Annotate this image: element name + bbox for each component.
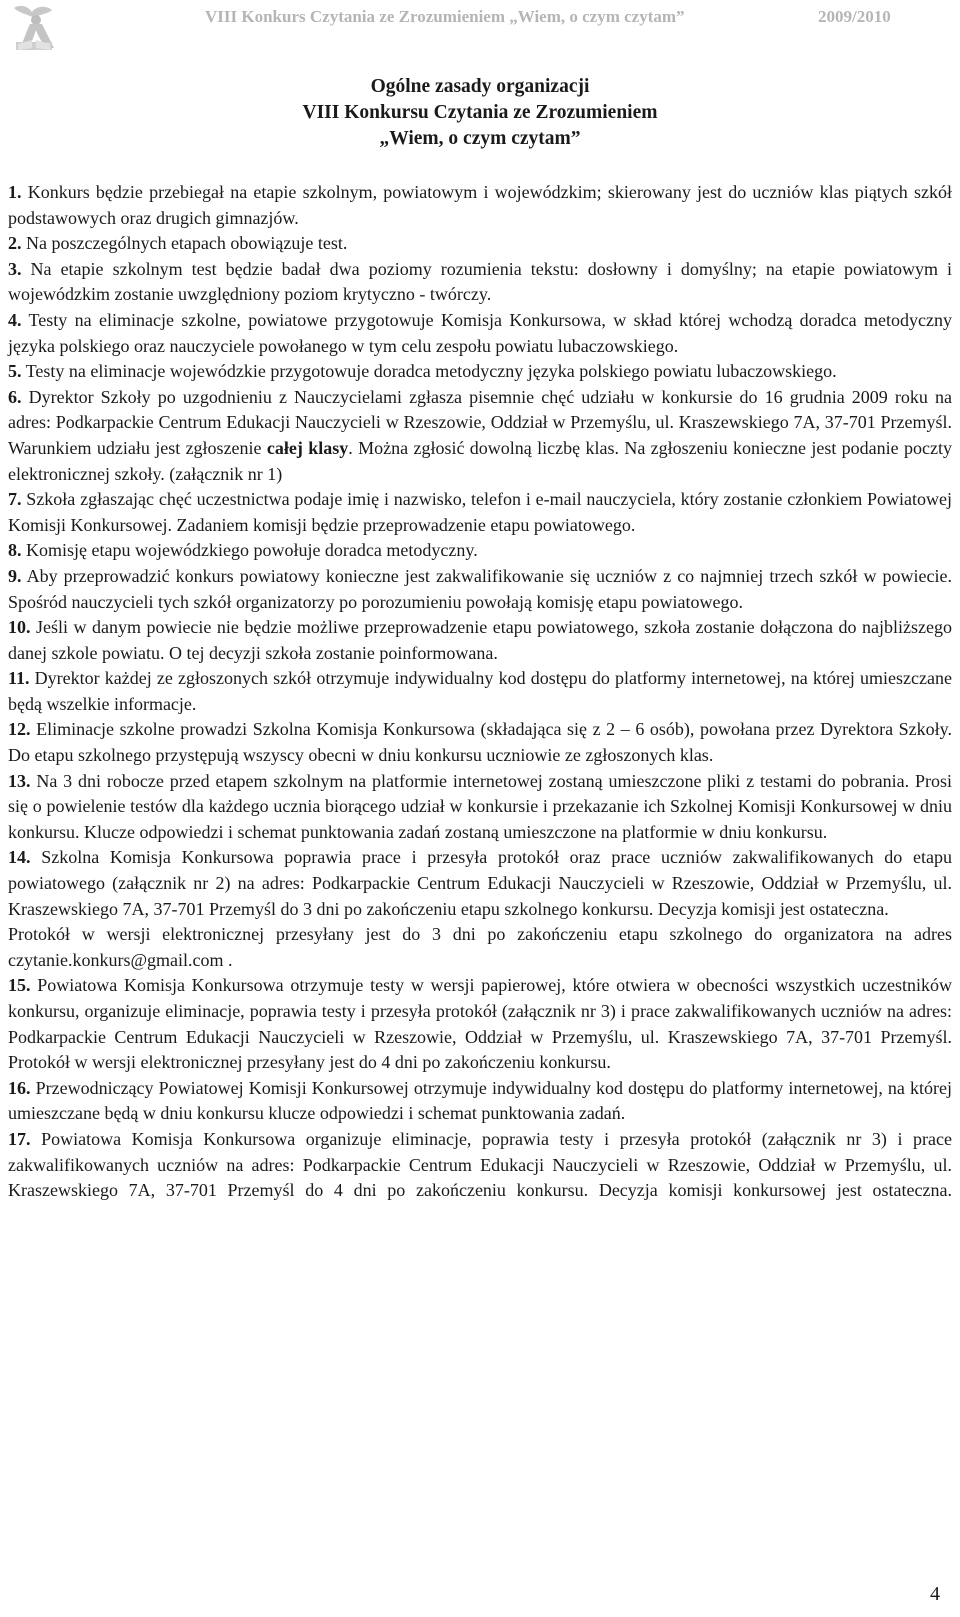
rule-number: 6.: [8, 386, 22, 407]
rule-number: 16.: [8, 1077, 31, 1098]
rule-14: [8, 845, 952, 922]
rule-text: Powiatowa Komisja Konkursowa otrzymuje testy w wersji papierowej, które otwiera w obecności wszystkich uczestników konkursu, organizuje eliminacje, poprawia testy i przesyła protokół (załącznik nr 3) i prace zakwalifikowanych uczniów na adres: Podkarpackie Centrum Edukacji Nauczycieli w Rzeszowie, Oddział w Przemyślu, ul. Kraszewskiego 7A, 37-701 Przemyśl. Protokół w wersji elektronicznej przesyłany jest do 4 dni po zakończeniu konkursu.: [8, 975, 952, 1073]
rule-11: [8, 666, 952, 717]
rule-number: 11.: [8, 668, 30, 689]
rule-number: 12.: [8, 719, 31, 740]
rule-text: Dyrektor Szkoły po uzgodnieniu z Nauczycielami zgłasza pisemnie chęć udziału w konkursie do 16 grudnia 2009 roku na adres: Podkarpackie Centrum Edukacji Nauczycieli w Rzeszowie, Oddział w Przemyślu, ul. Kraszewskiego 7A, 37-701 Przemyśl. Warunkiem udziału jest zgłoszenie: [8, 386, 952, 458]
rule-4: [8, 308, 952, 359]
rule-16: [8, 1076, 952, 1127]
rule-number: 10.: [8, 617, 31, 638]
rule-text: Konkurs będzie przebiegał na etapie szkolnym, powiatowym i wojewódzkim; skierowany jest do uczniów klas piątych szkół podstawowych oraz drugich gimnazjów.: [8, 182, 952, 228]
rule-text: Szkolna Komisja Konkursowa poprawia prace i przesyła protokół oraz prace uczniów zakwalifikowanych do etapu powiatowego (załącznik nr 2) na adres: Podkarpackie Centrum Edukacji Nauczycieli w Rzeszowie, Oddział w Przemyślu, ul. Kraszewskiego 7A, 37-701 Przemyśl do 3 dni po zakończeniu etapu szkolnego konkursu. Decyzja komisji jest ostateczna.: [8, 847, 952, 919]
rule-text: Powiatowa Komisja Konkursowa organizuje eliminacje, poprawia testy i przesyła protokół (załącznik nr 3) i prace zakwalifikowanych uczniów na adres: Podkarpackie Centrum Edukacji Nauczycieli w Rzeszowie, Oddział w Przemyślu, ul. Kraszewskiego 7A, 37-701 Przemyśl do 4 dni po zakończeniu konkursu. Decyzja komisji konkursowej jest ostateczna.: [8, 1128, 952, 1201]
page-number: 4: [930, 1583, 940, 1605]
rule-13: [8, 769, 952, 846]
rule-text: Dyrektor każdej ze zgłoszonych szkół otrzymuje indywidualny kod dostępu do platformy internetowej, na której umieszczane będą wszelkie informacje.: [8, 668, 952, 714]
rule-number: 5.: [8, 361, 22, 382]
rule-17: [8, 1127, 952, 1204]
rule-text: Na 3 dni robocze przed etapem szkolnym na platformie internetowej zostaną umieszczone pliki z testami do pobrania. Prosi się o powielenie testów dla każdego ucznia biorącego udział w konkursie i przekazanie ich Szkolnej Komisji Konkursowej w dniu konkursu. Klucze odpowiedzi i schemat punktowania zadań zostaną umieszczone na platformie w dniu konkursu.: [8, 770, 952, 842]
rule-8: [8, 538, 952, 564]
rule-text: Na etapie szkolnym test będzie badał dwa poziomy rozumienia tekstu: dosłowny i domyślny; na etapie powiatowym i wojewódzkim zostanie uwzględniony poziom krytyczno - twórczy.: [8, 258, 952, 305]
rule-2: [8, 231, 952, 257]
title-line-2: VIII Konkursu Czytania ze Zrozumieniem: [302, 102, 658, 123]
rule-number: 4.: [8, 309, 22, 330]
rule-1: [8, 180, 952, 231]
rule-number: 9.: [8, 565, 22, 586]
rule-number: 7.: [8, 489, 22, 510]
header-title: VIII Konkurs Czytania ze Zrozumieniem „Wiem, o czym czytam”: [205, 7, 685, 26]
rule-text: Komisję etapu wojewódzkiego powołuje doradca metodyczny.: [21, 540, 478, 561]
rules-list: [8, 180, 952, 1204]
logo-icon: [6, 2, 62, 54]
rule-text: Jeśli w danym powiecie nie będzie możliwe przeprowadzenie etapu powiatowego, szkoła zostanie dołączona do najbliższego danej szkole powiatu. O tej decyzji szkoła zostanie poinformowana.: [8, 617, 952, 663]
rule-text-continued: . Można zgłosić dowolną liczbę klas. Na zgłoszeniu konieczne jest podanie poczty elektronicznej szkoły. (załącznik nr 1): [8, 437, 952, 484]
rule-text: Protokół w wersji elektronicznej przesyłany jest do 3 dni po zakończeniu etapu szkolnego do organizatora na adres czytanie.konkurs@gmail.com .: [8, 924, 952, 970]
rule-5: [8, 359, 952, 385]
rule-text: Aby przeprowadzić konkurs powiatowy konieczne jest zakwalifikowanie się uczniów z co najmniej trzech szkół w powiecie. Spośród nauczycieli tych szkół organizatorzy po porozumieniu powołają komisję etapu powiatowego.: [8, 565, 952, 612]
rule-text: Testy na eliminacje wojewódzkie przygotowuje doradca metodyczny języka polskiego powiatu lubaczowskiego.: [21, 361, 837, 382]
rule-emphasis: całej klasy: [266, 437, 349, 458]
rule-number: 8.: [8, 540, 22, 561]
rule-15: [8, 973, 952, 1075]
rule-text: Testy na eliminacje szkolne, powiatowe przygotowuje Komisja Konkursowa, w skład której wchodzą doradca metodyczny języka polskiego oraz nauczyciele powołanego w tym celu zespołu powiatu lubaczowskiego.: [8, 309, 952, 356]
document-title: [0, 74, 960, 152]
rule-10: [8, 615, 952, 666]
rule-text: Na poszczególnych etapach obowiązuje test.: [21, 233, 348, 254]
page-header: [0, 0, 960, 55]
rule-3: [8, 257, 952, 308]
title-line-1: Ogólne zasady organizacji: [370, 76, 590, 97]
rule-14-protocol: [8, 922, 952, 973]
title-line-3: „Wiem, o czym czytam”: [379, 128, 581, 149]
rule-number: 14.: [8, 847, 31, 868]
rule-text: Szkoła zgłaszając chęć uczestnictwa podaje imię i nazwisko, telefon i e-mail nauczyciela, który zostanie członkiem Powiatowej Komisji Konkursowej. Zadaniem komisji będzie przeprowadzenie etapu powiatowego.: [8, 489, 952, 535]
rule-number: 13.: [8, 770, 31, 791]
rule-number: 3.: [8, 258, 22, 279]
rule-number: 2.: [8, 233, 22, 254]
rule-number: 15.: [8, 975, 31, 996]
rule-12: [8, 717, 952, 768]
header-year: 2009/2010: [818, 7, 891, 26]
rule-7: [8, 487, 952, 538]
rule-text: Eliminacje szkolne prowadzi Szkolna Komisja Konkursowa (składająca się z 2 – 6 osób), powołana przez Dyrektora Szkoły. Do etapu szkolnego przystępują wszyscy obecni w dniu konkursu uczniowie ze zgłoszonych klas.: [8, 719, 952, 766]
rule-9: [8, 564, 952, 615]
rule-number: 17.: [8, 1128, 31, 1149]
rule-text: Przewodniczący Powiatowej Komisji Konkursowej otrzymuje indywidualny kod dostępu do platformy internetowej, na której umieszczane będą w dniu konkursu klucze odpowiedzi i schemat punktowania zadań.: [8, 1077, 952, 1124]
rule-number: 1.: [8, 182, 22, 202]
rule-6: [8, 385, 952, 487]
